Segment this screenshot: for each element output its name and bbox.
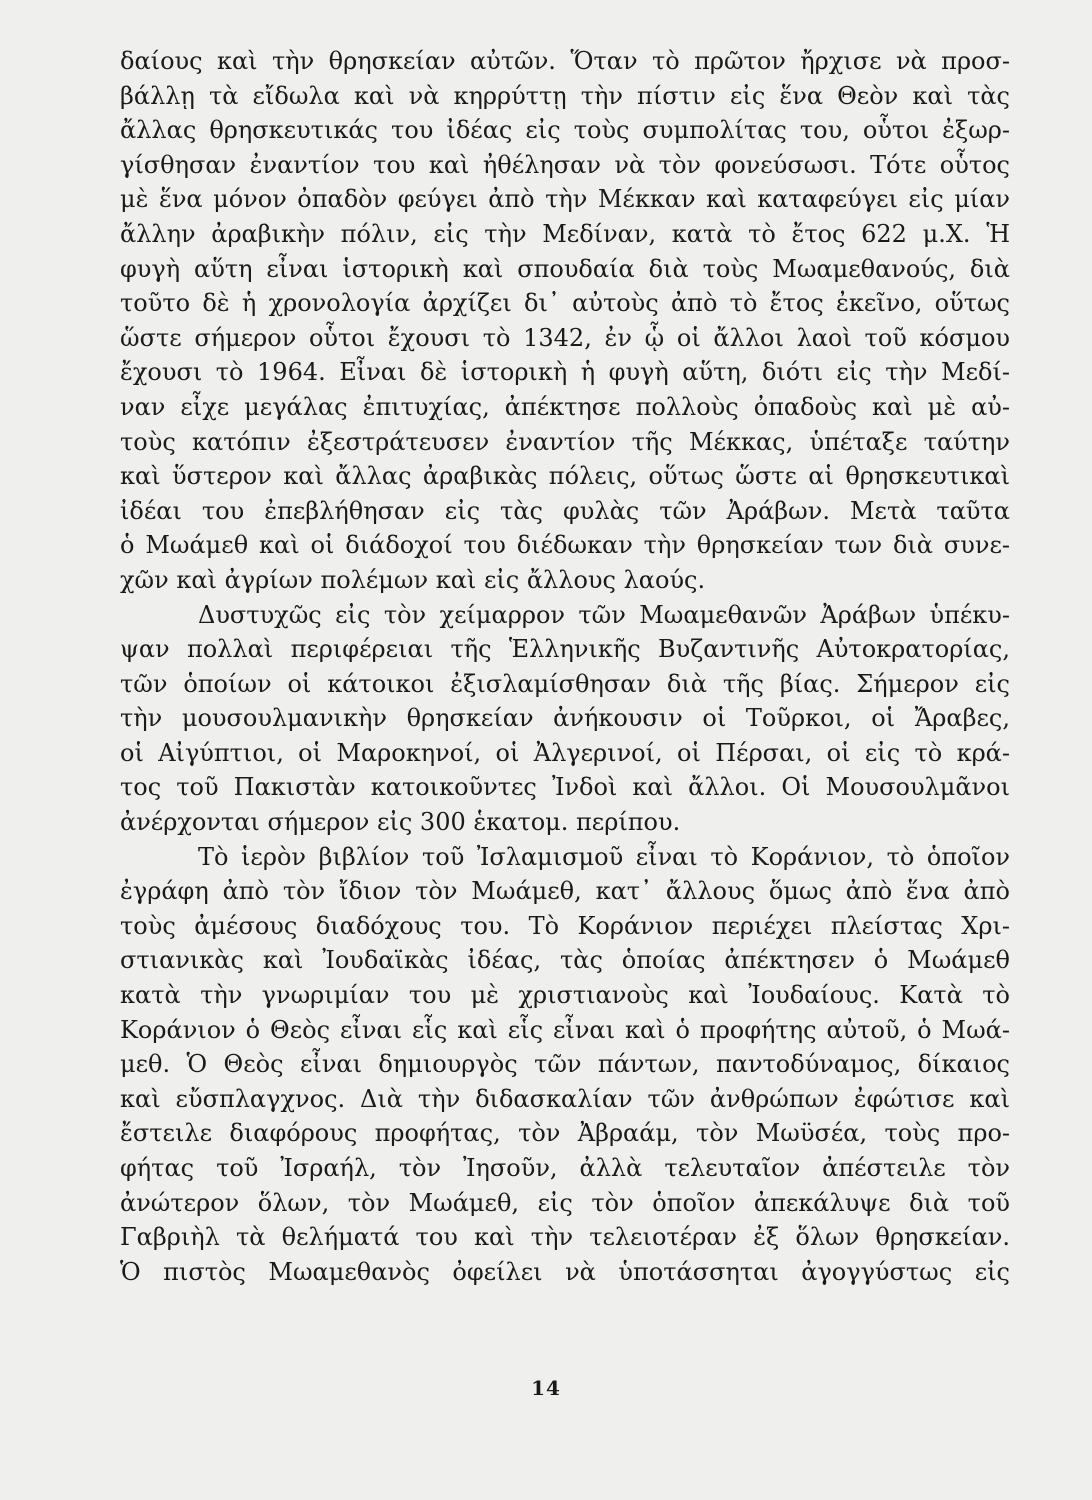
text-line: Κοράνιον ὁ Θεὸς εἶναι εἷς καὶ εἷς εἶναι καὶ ὁ προφήτης αὐτοῦ, ὁ Μωά- — [120, 1015, 1010, 1044]
text-line: Γαβριὴλ τὰ θελήματά του καὶ τὴν τελειοτέραν ἐξ ὅλων θρησκείαν. — [120, 1223, 1010, 1252]
text-line: τὴν μουσουλμανικὴν θρησκείαν ἀνήκουσιν οἱ Τοῦρκοι, οἱ Ἄραβες, — [120, 704, 1010, 733]
text-line: ἄλλην ἀραβικὴν πόλιν, εἰς τὴν Μεδίναν, κατὰ τὸ ἔτος 622 μ.Χ. Ἡ — [120, 219, 1010, 248]
text-line: φήτας τοῦ Ἰσραήλ, τὸν Ἰησοῦν, ἀλλὰ τελευταῖον ἀπέστειλε τὸν — [120, 1154, 1010, 1182]
body-text — [120, 44, 1010, 1289]
text-line: ὁ Μωάμεθ καὶ οἱ διάδοχοί του διέδωκαν τὴν θρησκείαν των διὰ συνε- — [120, 531, 1010, 560]
text-line: στιανικὰς καὶ Ἰουδαϊκὰς ἰδέας, τὰς ὁποίας ἀπέκτησεν ὁ Μωάμεθ — [120, 946, 1010, 975]
text-line: τοῦτο δὲ ἡ χρονολογία ἀρχίζει δι᾿ αὐτοὺς ἀπὸ τὸ ἔτος ἐκεῖνο, οὕτως — [120, 289, 1010, 318]
text-line: ἐγράφη ἀπὸ τὸν ἴδιον τὸν Μωάμεθ, κατ᾿ ἄλλους ὅμως ἀπὸ ἕνα ἀπὸ — [120, 877, 1010, 906]
text-line: ἀνώτερον ὅλων, τὸν Μωάμεθ, εἰς τὸν ὁποῖον ἀπεκάλυψε διὰ τοῦ — [120, 1188, 1010, 1217]
paragraph-start-line: Τὸ ἱερὸν βιβλίον τοῦ Ἰσλαμισμοῦ εἶναι τὸ Κοράνιον, τὸ ὁποῖον — [198, 842, 1010, 871]
text-line: ὥστε σήμερον οὗτοι ἔχουσι τὸ 1342, ἐν ᾧ οἱ ἄλλοι λαοὶ τοῦ κόσμου — [120, 323, 1010, 352]
text-line: φυγὴ αὕτη εἶναι ἱστορικὴ καὶ σπουδαία διὰ τοὺς Μωαμεθανούς, διὰ — [120, 254, 1010, 283]
text-line: κατὰ τὴν γνωριμίαν του μὲ χριστιανοὺς καὶ Ἰουδαίους. Κατὰ τὸ — [120, 981, 1010, 1010]
text-line: ἔχουσι τὸ 1964. Εἶναι δὲ ἱστορικὴ ἡ φυγὴ αὕτη, διότι εἰς τὴν Μεδί- — [120, 358, 1010, 387]
paragraph-end-line: χῶν καὶ ἀγρίων πολέμων καὶ εἰς ἄλλους λαούς. — [120, 565, 706, 594]
text-line: βάλλῃ τὰ εἴδωλα καὶ νὰ κηρρύττῃ τὴν πίστιν εἰς ἕνα Θεὸν καὶ τὰς — [120, 81, 1010, 110]
page-number: 14 — [531, 1376, 561, 1400]
text-line: Ὁ πιστὸς Μωαμεθανὸς ὀφείλει νὰ ὑποτάσσηται ἀγογγύστως εἰς — [120, 1257, 1010, 1286]
text-line: οἱ Αἰγύπτιοι, οἱ Μαροκηνοί, οἱ Ἀλγερινοί, οἱ Πέρσαι, οἱ εἰς τὸ κρά- — [120, 738, 1010, 767]
paragraph-start-line: Δυστυχῶς εἰς τὸν χείμαρρον τῶν Μωαμεθανῶν Ἀράβων ὑπέκυ- — [198, 600, 1010, 629]
text-line: γίσθησαν ἐναντίον του καὶ ἠθέλησαν νὰ τὸν φονεύσωσι. Τότε οὗτος — [120, 150, 1010, 179]
text-line: δαίους καὶ τὴν θρησκείαν αὐτῶν. Ὅταν τὸ πρῶτον ἤρχισε νὰ προσ- — [120, 47, 1010, 75]
text-line: ἰδέαι του ἐπεβλήθησαν εἰς τὰς φυλὰς τῶν Ἀράβων. Μετὰ ταῦτα — [120, 496, 1010, 525]
text-line: μεθ. Ὁ Θεὸς εἶναι δημιουργὸς τῶν πάντων, παντοδύναμος, δίκαιος — [120, 1050, 1010, 1079]
text-line: τοὺς κατόπιν ἐξεστράτευσεν ἐναντίον τῆς Μέκκας, ὑπέταξε ταύτην — [120, 427, 1010, 456]
text-line: μὲ ἕνα μόνον ὀπαδὸν φεύγει ἀπὸ τὴν Μέκκαν καὶ καταφεύγει εἰς μίαν — [120, 185, 1010, 214]
text-line: ναν εἶχε μεγάλας ἐπιτυχίας, ἀπέκτησε πολλοὺς ὀπαδοὺς καὶ μὲ αὐ- — [120, 392, 1010, 421]
text-line: τοὺς ἀμέσους διαδόχους του. Τὸ Κοράνιον περιέχει πλείστας Χρι- — [120, 911, 1010, 940]
text-line: ἄλλας θρησκευτικάς του ἰδέας εἰς τοὺς συμπολίτας του, οὗτοι ἐξωρ- — [120, 116, 1010, 145]
text-line: καὶ εὔσπλαγχνος. Διὰ τὴν διδασκαλίαν τῶν ἀνθρώπων ἐφώτισε καὶ — [120, 1084, 1010, 1113]
paragraph-end-line: ἀνέρχονται σήμερον εἰς 300 ἑκατομ. περίπου. — [120, 808, 681, 837]
text-line: ψαν πολλαὶ περιφέρειαι τῆς Ἑλληνικῆς Βυζαντινῆς Αὐτοκρατορίας, — [120, 635, 1010, 664]
text-line: τῶν ὁποίων οἱ κάτοικοι ἐξισλαμίσθησαν διὰ τῆς βίας. Σήμερον εἰς — [120, 669, 1010, 698]
text-line: ἔστειλε διαφόρους προφήτας, τὸν Ἀβραάμ, τὸν Μωϋσέα, τοὺς προ- — [120, 1119, 1010, 1148]
text-line: τος τοῦ Πακιστὰν κατοικοῦντες Ἰνδοὶ καὶ ἄλλοι. Οἱ Μουσουλμᾶνοι — [120, 773, 1010, 802]
text-line: καὶ ὕστερον καὶ ἄλλας ἀραβικὰς πόλεις, οὕτως ὥστε αἱ θρησκευτικαὶ — [120, 462, 1010, 491]
